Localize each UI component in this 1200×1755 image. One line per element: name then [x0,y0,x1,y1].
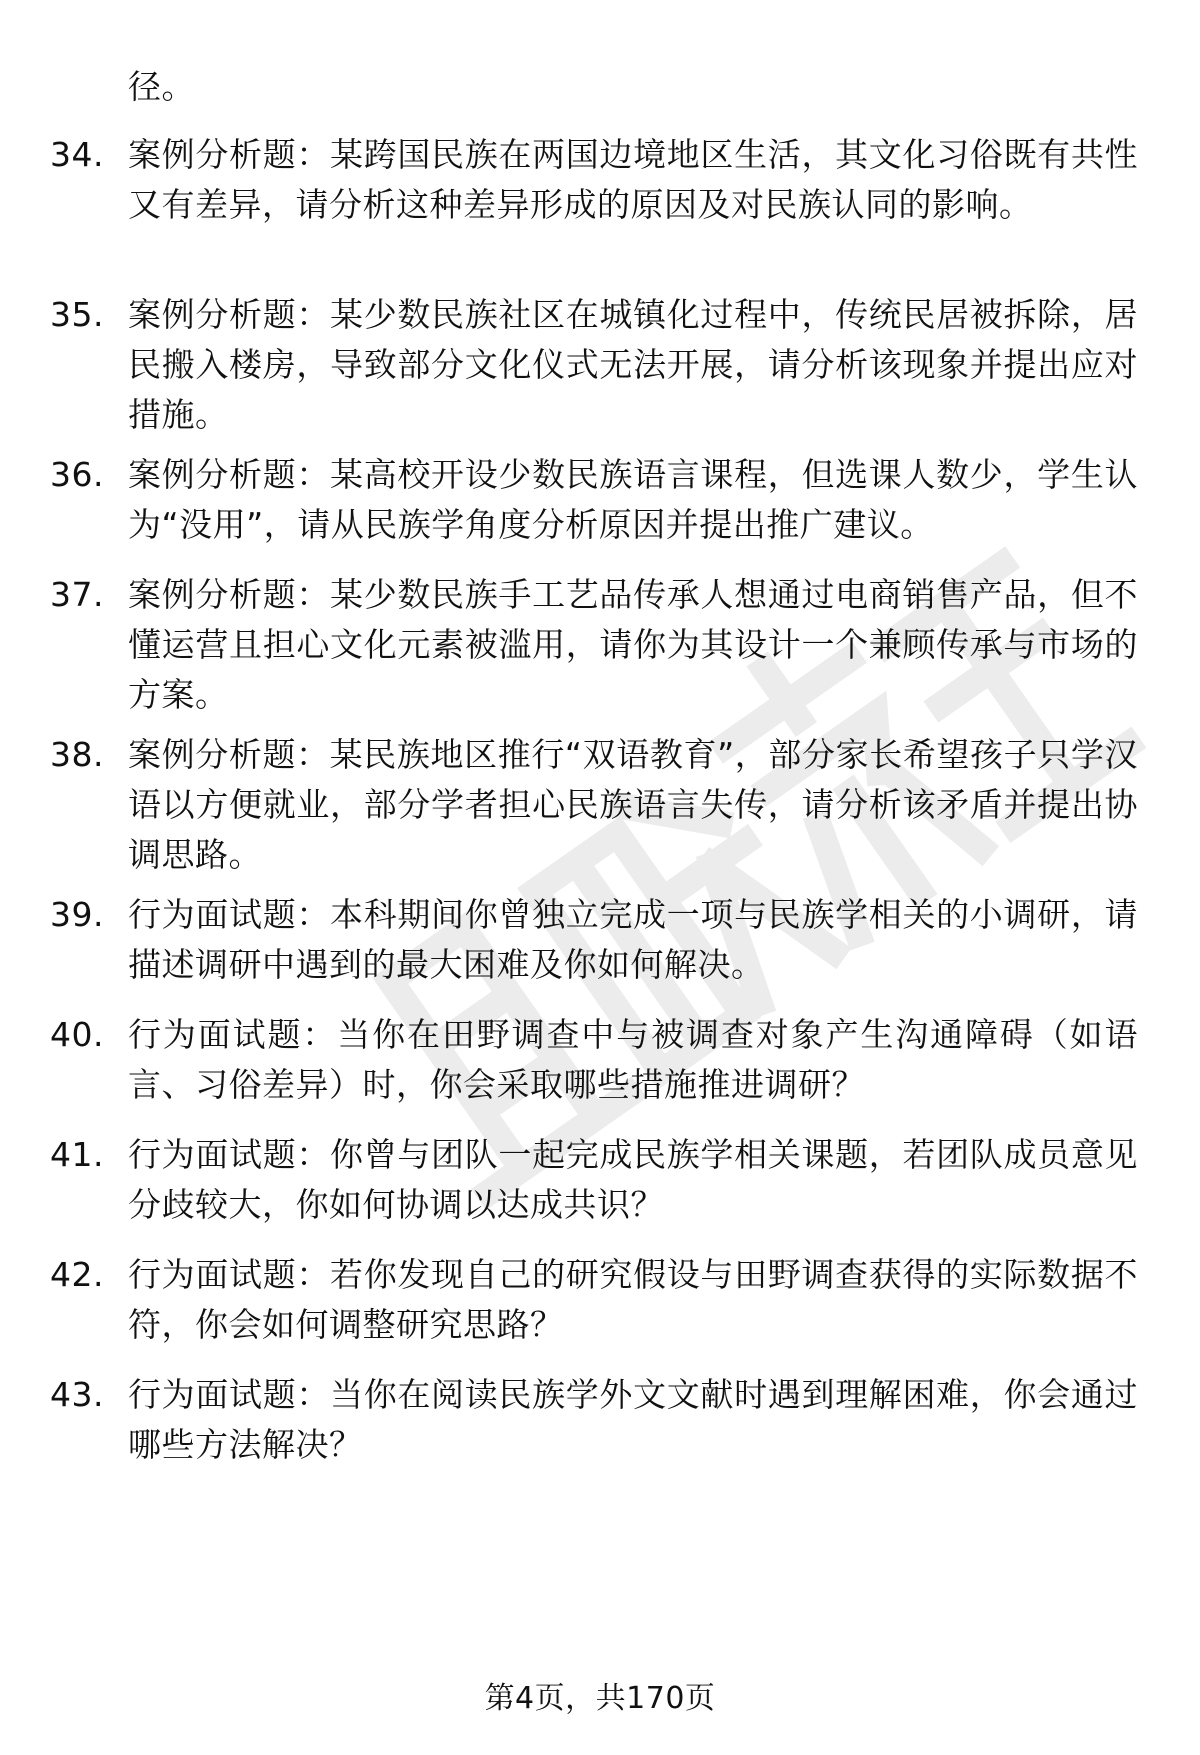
item-text: 案例分析题：某民族地区推行“双语教育”，部分家长希望孩子只学汉语以方便就业，部分学者担心民族语言失传，请分析该矛盾并提出协调思路。 [128,735,1138,874]
item-number: 36. [50,455,104,494]
item-text: 案例分析题：某跨国民族在两国边境地区生活，其文化习俗既有共性又有差异，请分析这种差异形成的原因及对民族认同的影响。 [128,135,1138,224]
item-text: 行为面试题：若你发现自己的研究假设与田野调查获得的实际数据不符，你会如何调整研究思路？ [128,1255,1138,1344]
item-text: 行为面试题：当你在阅读民族学外文文献时遇到理解困难，你会通过哪些方法解决？ [128,1375,1138,1464]
item-text: 行为面试题：你曾与团队一起完成民族学相关课题，若团队成员意见分歧较大，你如何协调以达成共识？ [128,1135,1138,1224]
list-item [50,130,1150,230]
item-text: 行为面试题：当你在田野调查中与被调查对象产生沟通障碍（如语言、习俗差异）时，你会采取哪些措施推进调研？ [128,1015,1138,1104]
item-number: 41. [50,1135,104,1174]
list-item [50,1010,1150,1110]
continuation-text: 径。 [128,67,195,106]
item-number: 39. [50,895,104,934]
list-item [50,570,1150,720]
item-text: 行为面试题：本科期间你曾独立完成一项与民族学相关的小调研，请描述调研中遇到的最大困难及你如何解决。 [128,895,1138,984]
item-number: 42. [50,1255,104,1294]
item-number: 38. [50,735,104,774]
list-item [50,890,1150,990]
list-item [50,1130,1150,1230]
item-text: 案例分析题：某高校开设少数民族语言课程，但选课人数少，学生认为“没用”，请从民族学角度分析原因并提出推广建议。 [128,455,1138,544]
list-item [50,450,1150,550]
item-number: 37. [50,575,104,614]
item-number: 43. [50,1375,104,1414]
item-text: 案例分析题：某少数民族社区在城镇化过程中，传统民居被拆除，居民搬入楼房，导致部分文化仪式无法开展，请分析该现象并提出应对措施。 [128,295,1138,434]
list-item [50,1250,1150,1350]
list-item [50,730,1150,880]
page-footer: 第4页，共170页 [484,1681,716,1716]
item-text: 案例分析题：某少数民族手工艺品传承人想通过电商销售产品，但不懂运营且担心文化元素被滥用，请你为其设计一个兼顾传承与市场的方案。 [128,575,1138,714]
list-item [50,1370,1150,1470]
item-number: 35. [50,295,104,334]
item-number: 40. [50,1015,104,1054]
item-number: 34. [50,135,104,174]
list-item [50,290,1150,440]
